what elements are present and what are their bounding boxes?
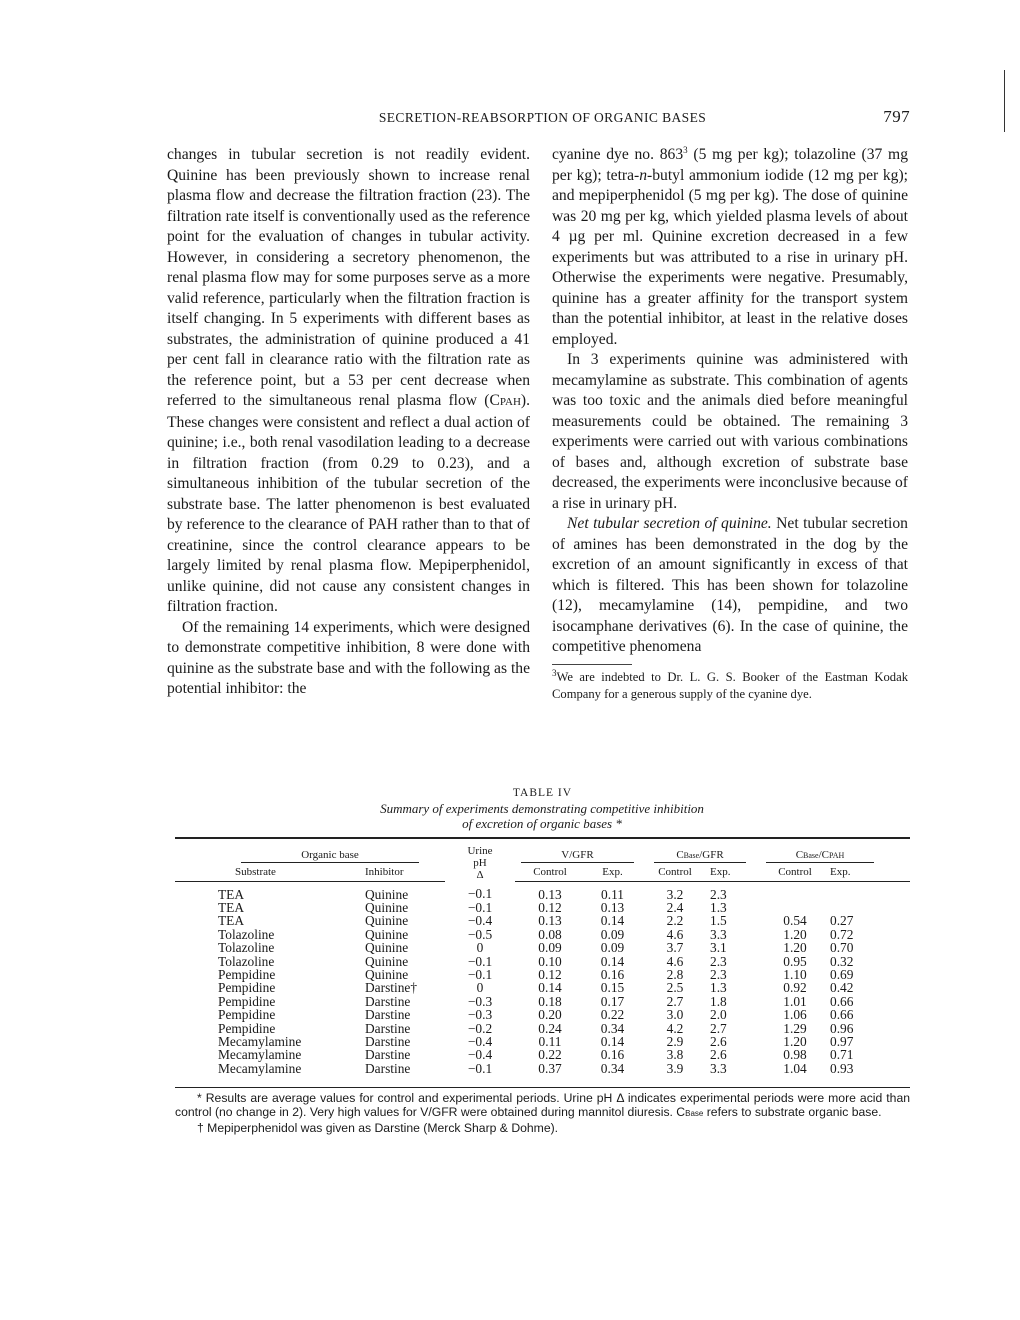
header-cbase-cpah: CBase/CPAH [766, 849, 875, 863]
cell-inhibitor: Quinine [365, 966, 409, 982]
cell-substrate: Tolazoline [218, 940, 275, 956]
cell-gfr-control: 2.8 [666, 966, 684, 982]
cell-gfr-control: 3.8 [666, 1047, 684, 1063]
cell-vgfr-control: 0.11 [538, 1033, 562, 1049]
cell-urine-ph: −0.1 [467, 899, 493, 915]
cell-vgfr-exp: 0.14 [600, 913, 625, 929]
cell-vgfr-exp: 0.11 [601, 886, 624, 902]
cell-urine-ph: 0 [476, 980, 484, 996]
cell-vgfr-exp: 0.16 [600, 1047, 625, 1063]
cell-pah-exp: 0.66 [830, 993, 854, 1009]
cell-urine-ph: −0.1 [467, 966, 493, 982]
header-vgfr-control: Control [515, 863, 585, 881]
header-substrate: Substrate [215, 863, 335, 881]
cell-vgfr-exp: 0.16 [600, 966, 625, 982]
cell-pah-control: 1.20 [783, 940, 807, 956]
table-row [175, 968, 910, 981]
cell-vgfr-exp: 0.34 [600, 1060, 625, 1076]
cell-vgfr-control: 0.14 [538, 980, 562, 996]
cell-gfr-exp: 2.7 [710, 1020, 727, 1036]
cell-pah-control: 1.10 [783, 966, 807, 982]
cell-pah-control: 1.20 [783, 926, 807, 942]
table-row [175, 881, 910, 901]
table-row [175, 981, 910, 994]
footnote-3: $^3$We are indebted to Dr. L. G. S. Booker of the Eastman Kodak Company for a generous supply of the cyanine dye. [552, 667, 908, 701]
data-table [175, 837, 910, 1075]
cell-substrate: Pempidine [218, 1020, 276, 1036]
cell-vgfr-exp: 0.14 [600, 1033, 625, 1049]
cell-gfr-control: 2.5 [666, 980, 684, 996]
cell-pah-exp [830, 901, 880, 914]
cell-gfr-control: 2.2 [666, 913, 684, 929]
cell-vgfr-control: 0.18 [538, 993, 562, 1009]
cell-vgfr-control: 0.24 [538, 1020, 562, 1036]
cell-vgfr-control: 0.37 [538, 1060, 562, 1076]
cell-urine-ph: −0.5 [467, 926, 493, 942]
table-caption: Summary of experiments demonstrating competitive inhibition of excretion of organic bases * [380, 801, 704, 831]
right-paragraph-3: Net tubular secretion of quinine. Net tubular secretion of amines has been demonstrated in the dog by the excretion of an amount significantly in excess of that which is filtered. This has been shown for tolazoline (12), mecamylamine (14), pempidine, and two isocamphane derivatives (6). In the case of quinine, the competitive phenomena [552, 515, 908, 655]
cell-inhibitor: Darstine [365, 993, 411, 1009]
cell-substrate: TEA [218, 886, 245, 902]
cell-gfr-control: 3.9 [666, 1060, 684, 1076]
cell-pah-control [760, 881, 830, 901]
cell-pah-exp: 0.66 [830, 1007, 854, 1023]
table-note-1: * Results are average values for control and experimental periods. Urine pH Δ indicates experimental periods were more acid than control (no change in 2). Very high values for V/GFR were obtained during mannitol diuresis. CBase refers to substrate organic base. [175, 1091, 910, 1120]
cell-pah-exp [830, 881, 880, 901]
cell-gfr-control: 3.0 [666, 1007, 684, 1023]
table-label: TABLE IV [512, 787, 573, 799]
left-paragraph-1: changes in tubular secretion is not readily evident. Quinine has been previously shown to increase renal plasma flow and decrease the filtration fraction (23). The filtration rate itself is conventionally used as the reference point for the evaluation of changes in tubular activity. However, in considering a secretory phenomenon, the renal plasma flow may for some purposes serve as a more valid reference, particularly when the filtration fraction is itself changing. In 5 experiments with different bases as substrates, the administration of quinine produced a 41 per cent fall in clearance ratio with the filtration rate as the reference point, but a 53 per cent decrease when referred to the simultaneous renal plasma flow (CPAH). These changes were consistent and reflect a dual action of quinine; i.e., both renal vasodilation leading to a decrease in filtration fraction (from 0.29 to 0.23), and a simultaneous inhibition of the tubular secretion of the substrate base. The latter phenomenon is best evaluated by reference to the clearance of PAH rather than to that of creatinine, since the control clearance appears to be largely limited by renal plasma flow. Mepiperphenidol, unlike quinine, did not cause any consistent changes in filtration fraction. [167, 146, 530, 615]
cell-vgfr-exp: 0.14 [600, 953, 625, 969]
table-row [175, 1022, 910, 1035]
cell-urine-ph: −0.3 [467, 1007, 493, 1023]
table-header-row-1 [175, 838, 910, 863]
cell-gfr-exp: 2.6 [710, 1033, 727, 1049]
cell-substrate: Pempidine [218, 966, 276, 982]
table-row [175, 1008, 910, 1021]
cell-pah-exp: 0.27 [830, 913, 854, 929]
cell-gfr-control: 3.2 [666, 886, 684, 902]
table-header-row-2 [175, 863, 910, 881]
cell-urine-ph: −0.4 [467, 1033, 493, 1049]
header-vgfr: V/GFR [521, 849, 633, 863]
cell-pah-exp: 0.70 [830, 940, 854, 956]
cell-pah-exp: 0.71 [830, 1047, 854, 1063]
cell-gfr-control: 2.9 [666, 1033, 684, 1049]
cell-pah-control: 1.20 [783, 1033, 807, 1049]
cell-substrate: Tolazoline [218, 953, 275, 969]
cell-pah-control: 1.04 [783, 1060, 807, 1076]
header-vgfr-exp: Exp. [585, 863, 640, 881]
cell-gfr-exp: 2.6 [710, 1047, 727, 1063]
section-heading: Net tubular secretion of quinine. [567, 515, 772, 532]
cell-inhibitor: Quinine [365, 940, 409, 956]
cell-gfr-exp: 3.3 [710, 1060, 727, 1076]
cell-substrate: Pempidine [218, 993, 276, 1009]
cell-gfr-exp: 2.3 [710, 886, 727, 902]
cell-vgfr-exp: 0.17 [600, 993, 625, 1009]
cell-gfr-exp: 1.5 [710, 913, 727, 929]
cell-urine-ph: −0.2 [467, 1020, 493, 1036]
cell-gfr-control: 4.6 [666, 926, 684, 942]
cell-vgfr-exp: 0.22 [600, 1007, 625, 1023]
header-gfr-control: Control [640, 863, 710, 881]
cell-pah-exp: 0.69 [830, 966, 854, 982]
cell-gfr-exp: 2.0 [710, 1007, 727, 1023]
cell-pah-control: 1.01 [783, 993, 807, 1009]
page-edge-mark [1004, 70, 1005, 132]
cell-vgfr-control: 0.13 [538, 886, 562, 902]
table-body [175, 881, 910, 1075]
cell-urine-ph: −0.1 [467, 886, 493, 902]
cell-pah-exp: 0.96 [830, 1020, 854, 1036]
table-row [175, 955, 910, 968]
cell-gfr-exp: 2.3 [710, 953, 727, 969]
cell-inhibitor: Quinine [365, 913, 409, 929]
cell-gfr-exp: 1.3 [710, 899, 727, 915]
cell-urine-ph: −0.1 [467, 1060, 493, 1076]
header-inhibitor: Inhibitor [335, 863, 445, 881]
cell-substrate: TEA [218, 913, 245, 929]
cell-urine-ph: −0.4 [467, 913, 493, 929]
cell-substrate: TEA [218, 899, 245, 915]
right-paragraph-1: cyanine dye no. $863^3$ (5 mg per kg); tolazoline (37 mg per kg); tetra-n-butyl ammonium iodide (12 mg per kg); and mepiperphenidol (5 mg per kg). The dose of quinine was 20 mg per kg, which yielded plasma levels of about 4 µg per ml. Quinine excretion decreased in a few experiments but was attributed to a rise in urinary pH. Otherwise the experiments were negative. Presumably, quinine has a greater affinity for the transport system than the potential inhibitor, at least in the relative doses employed. [552, 144, 908, 348]
cell-substrate: Mecamylamine [218, 1033, 302, 1049]
table-row [175, 928, 910, 941]
cell-inhibitor: Quinine [365, 926, 409, 942]
cell-substrate: Mecamylamine [218, 1047, 302, 1063]
cell-inhibitor: Quinine [365, 899, 409, 915]
table-row [175, 1062, 910, 1075]
table-row [175, 901, 910, 914]
right-paragraph-2: In 3 experiments quinine was administered with mecamylamine as substrate. This combination of agents was too toxic and the animals died before meaningful measurements could be obtained. The remaining 3 experiments were carried out with various combinations of bases and, although excretion of substrate base decreased, the experiments were inconclusive because of a rise in urinary pH. [552, 351, 908, 512]
cell-vgfr-exp: 0.34 [600, 1020, 625, 1036]
cell-vgfr-control: 0.12 [538, 966, 562, 982]
cell-pah-control: 1.06 [783, 1007, 807, 1023]
cell-pah-control: 1.29 [783, 1020, 807, 1036]
cell-pah-exp: 0.97 [830, 1033, 854, 1049]
cell-gfr-exp: 1.3 [710, 980, 727, 996]
cell-urine-ph: −0.3 [467, 993, 493, 1009]
cell-gfr-control: 4.6 [666, 953, 684, 969]
cell-gfr-exp: 2.3 [710, 966, 727, 982]
table-row [175, 1035, 910, 1048]
table-iv [175, 787, 910, 1135]
cell-vgfr-control: 0.20 [538, 1007, 562, 1023]
page-number: 797 [883, 107, 910, 126]
header-pah-control: Control [760, 863, 830, 881]
cell-vgfr-control: 0.12 [538, 899, 562, 915]
footnote-rule [552, 664, 632, 665]
running-head [175, 107, 910, 130]
cell-inhibitor: Darstine† [365, 980, 418, 996]
cell-vgfr-exp: 0.15 [600, 980, 625, 996]
cell-pah-control [760, 901, 830, 914]
cell-vgfr-exp: 0.09 [600, 940, 625, 956]
cell-vgfr-control: 0.22 [538, 1047, 562, 1063]
left-column [167, 145, 530, 700]
cell-urine-ph: 0 [476, 940, 484, 956]
cell-gfr-control: 3.7 [666, 940, 684, 956]
cell-vgfr-control: 0.10 [538, 953, 562, 969]
table-row [175, 995, 910, 1008]
cell-pah-control: 0.95 [783, 953, 807, 969]
header-organic-base: Organic base [241, 849, 419, 863]
cell-substrate: Tolazoline [218, 926, 275, 942]
cell-gfr-exp: 1.8 [710, 993, 727, 1009]
cell-pah-exp: 0.93 [830, 1060, 854, 1076]
cell-gfr-control: 2.4 [666, 899, 684, 915]
cell-pah-control: 0.54 [783, 913, 807, 929]
table-row [175, 914, 910, 927]
running-title: SECRETION-REABSORPTION OF ORGANIC BASES [378, 110, 707, 125]
cell-substrate: Mecamylamine [218, 1060, 302, 1076]
cell-substrate: Pempidine [218, 980, 276, 996]
cell-inhibitor: Darstine [365, 1007, 411, 1023]
cell-pah-exp: 0.32 [830, 953, 854, 969]
cell-pah-control: 0.92 [783, 980, 807, 996]
header-pah-exp: Exp. [830, 863, 880, 881]
cell-vgfr-exp: 0.13 [600, 899, 625, 915]
cell-vgfr-control: 0.08 [538, 926, 562, 942]
cell-gfr-exp: 3.3 [710, 926, 727, 942]
cell-pah-control: 0.98 [783, 1047, 807, 1063]
header-cbase-gfr: CBase/GFR [654, 849, 745, 863]
cell-inhibitor: Darstine [365, 1033, 411, 1049]
cell-vgfr-control: 0.13 [538, 913, 562, 929]
right-column [552, 145, 908, 703]
cell-inhibitor: Darstine [365, 1060, 411, 1076]
table-notes [175, 1087, 910, 1135]
cell-gfr-exp: 3.1 [710, 940, 727, 956]
cell-vgfr-exp: 0.09 [600, 926, 625, 942]
cell-urine-ph: −0.1 [467, 953, 493, 969]
cell-gfr-control: 2.7 [666, 993, 684, 1009]
cell-urine-ph: −0.4 [467, 1047, 493, 1063]
cell-vgfr-control: 0.09 [538, 940, 562, 956]
header-urine-ph: Urine pH Δ [445, 838, 515, 881]
cell-pah-exp: 0.42 [830, 980, 854, 996]
cell-inhibitor: Quinine [365, 886, 409, 902]
header-gfr-exp: Exp. [710, 863, 760, 881]
cell-inhibitor: Quinine [365, 953, 409, 969]
table-row [175, 1048, 910, 1061]
cell-substrate: Pempidine [218, 1007, 276, 1023]
table-note-2: † Mepiperphenidol was given as Darstine (Merck Sharp & Dohme). [197, 1121, 559, 1136]
cell-inhibitor: Darstine [365, 1020, 411, 1036]
left-paragraph-2: Of the remaining 14 experiments, which were designed to demonstrate competitive inhibition, 8 were done with quinine as the substrate base and with the following as the potential inhibitor: the [167, 618, 530, 697]
table-row [175, 941, 910, 954]
cell-pah-exp: 0.72 [830, 926, 854, 942]
cell-gfr-control: 4.2 [666, 1020, 684, 1036]
cell-inhibitor: Darstine [365, 1047, 411, 1063]
